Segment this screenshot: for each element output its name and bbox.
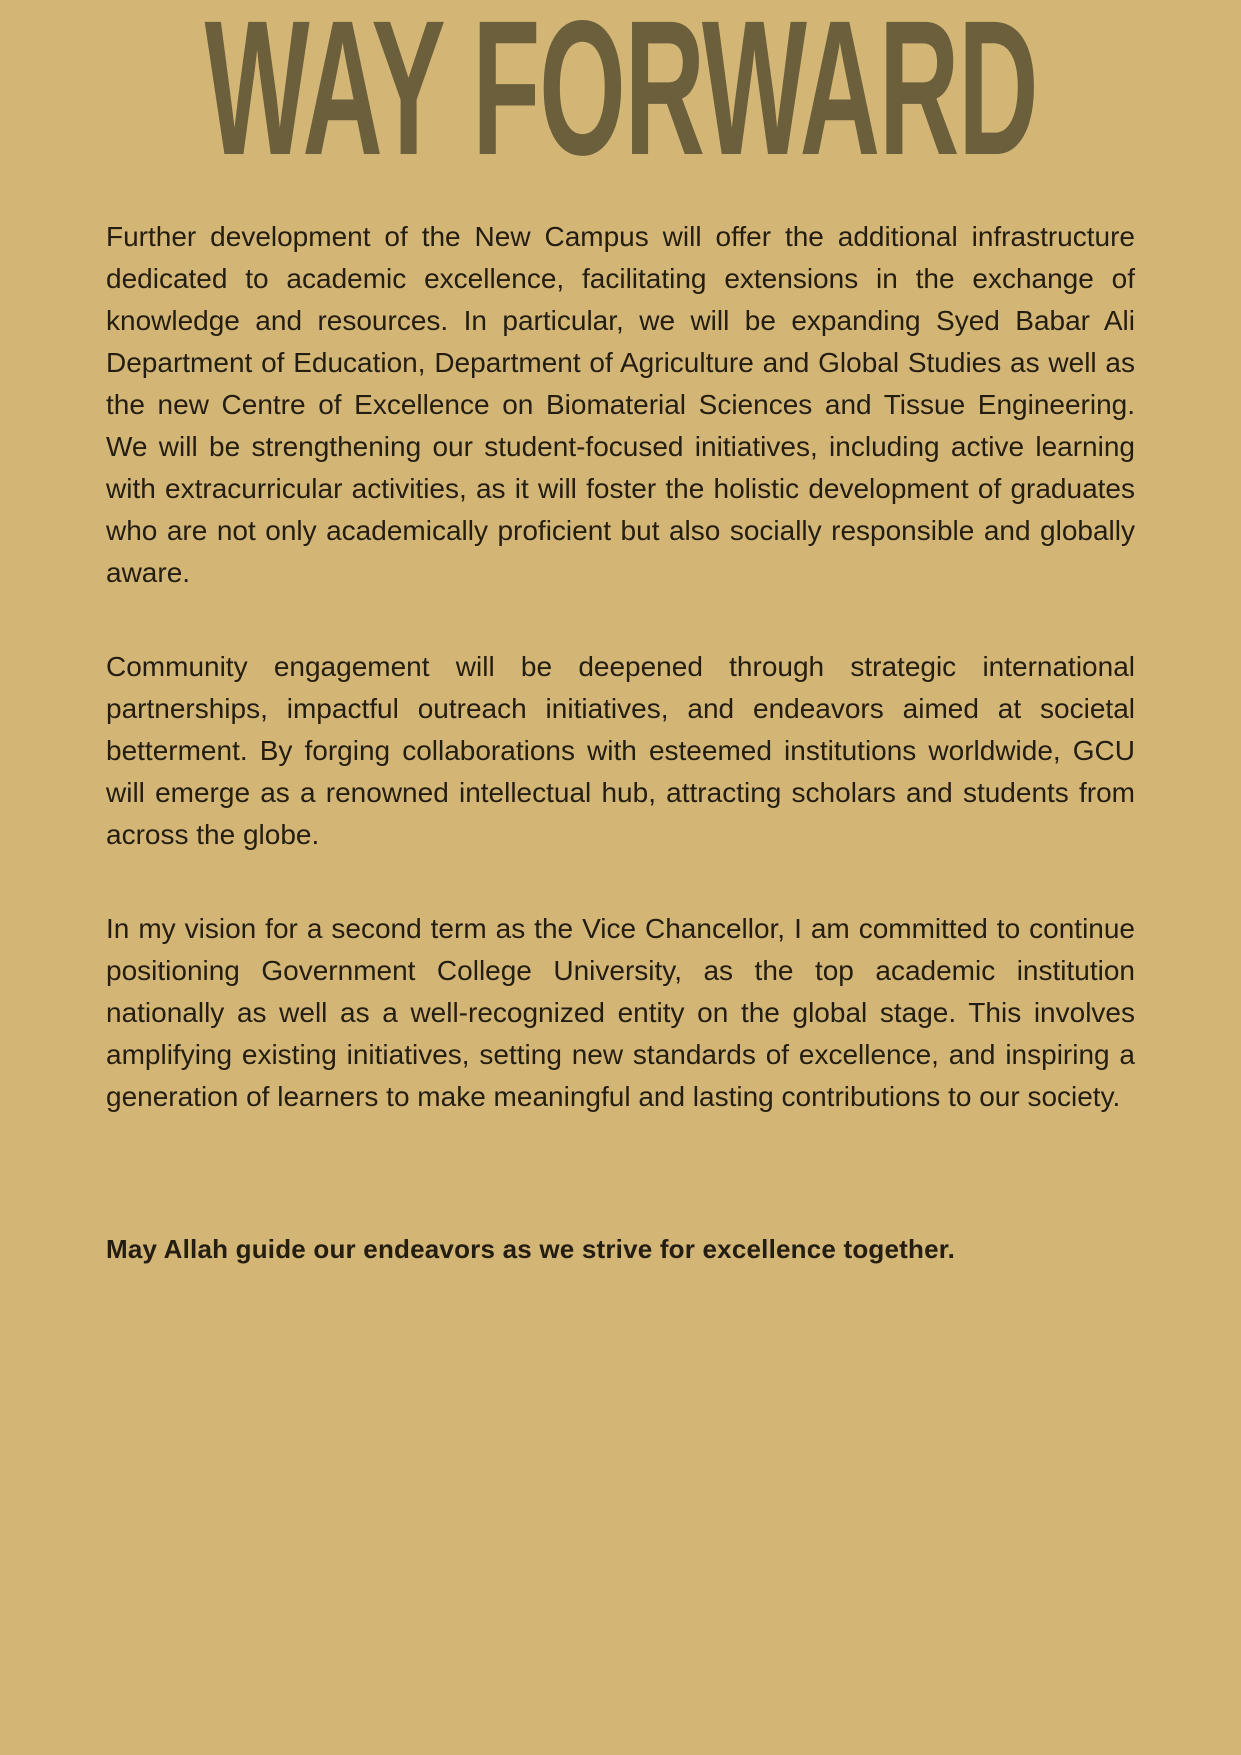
body-paragraph-3: In my vision for a second term as the Vice Chancellor, I am committed to continue positioning Government College University, as the top academic institution nationally as well as a well-recognized entity on the global stage. This involves amplifying existing initiatives, setting new standards of excellence, and inspiring a generation of learners to make meaningful and lasting contributions to our society. (106, 913, 1135, 1112)
body-content (106, 216, 1135, 1118)
body-paragraph-1: Further development of the New Campus will offer the additional infrastructure dedicated to academic excellence, facilitating extensions in the exchange of knowledge and resources. In particular, we will be expanding Syed Babar Ali Department of Education, Department of Agriculture and Global Studies as well as the new Centre of Excellence on Biomaterial Sciences and Tissue Engineering. We will be strengthening our student-focused initiatives, including active learning with extracurricular activities, as it will foster the holistic development of graduates who are not only academically proficient but also socially responsible and globally aware. (106, 221, 1135, 588)
closing-statement: May Allah guide our endeavors as we strive for excellence together. (106, 1234, 956, 1264)
body-paragraph-2: Community engagement will be deepened through strategic international partnerships, impactful outreach initiatives, and endeavors aimed at societal betterment. By forging collaborations with esteemed institutions worldwide, GCU will emerge as a renowned intellectual hub, attracting scholars and students from across the globe. (106, 651, 1135, 850)
page-title (0, 0, 1241, 195)
page-title-text: WAY FORWARD (204, 0, 1037, 195)
